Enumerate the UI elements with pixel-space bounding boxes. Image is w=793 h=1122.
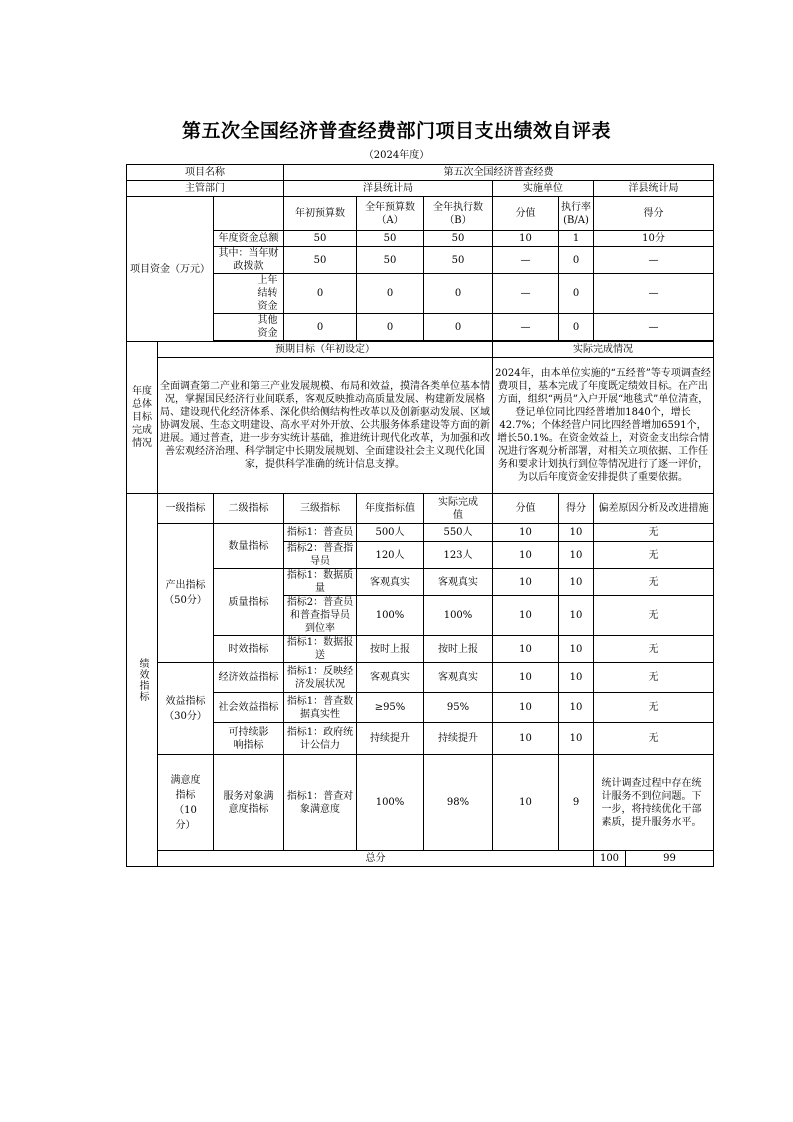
group-output-text: 产出指标（50分） bbox=[164, 580, 207, 606]
ind-name: 指标1：政府统计公信力 bbox=[284, 723, 357, 755]
indicator-row bbox=[127, 723, 714, 755]
funds-row bbox=[127, 247, 714, 274]
ind-header: 一级指标 bbox=[158, 494, 214, 524]
sub-timeliness: 时效指标 bbox=[214, 636, 284, 663]
dept-label: 主管部门 bbox=[127, 181, 284, 197]
ind-name: 指标1：反映经济发展状况 bbox=[284, 663, 357, 693]
ind-note: 无 bbox=[594, 723, 714, 755]
sub-service: 服务对象满意度指标 bbox=[214, 755, 284, 851]
indicator-row bbox=[127, 693, 714, 723]
year-label: （2024年度） bbox=[363, 150, 430, 161]
ind-score: 10 bbox=[493, 524, 559, 542]
ind-header: 年度指标值 bbox=[357, 494, 424, 524]
funds-cell: 10 bbox=[493, 231, 559, 247]
ind-got: 10 bbox=[559, 693, 594, 723]
funds-row-name: 年度资金总额 bbox=[214, 231, 284, 247]
indicator-row bbox=[127, 569, 714, 596]
total-got: 99 bbox=[626, 851, 714, 867]
funds-header-2: 全年执行数（B） bbox=[424, 197, 493, 231]
funds-row-name: 其他资金 bbox=[214, 314, 284, 341]
group-satisfaction-text: 满意度指标（10分） bbox=[170, 774, 201, 831]
total-score: 100 bbox=[594, 851, 626, 867]
ind-score: 10 bbox=[493, 755, 559, 851]
funds-label bbox=[127, 197, 214, 342]
ind-name: 指标1：数据报送 bbox=[284, 636, 357, 663]
funds-cell: 0 bbox=[284, 274, 357, 314]
indicator-row bbox=[127, 755, 714, 851]
funds-header-3: 分值 bbox=[493, 197, 559, 231]
ind-score: 10 bbox=[493, 596, 559, 636]
ind-name: 指标1：普查员 bbox=[284, 524, 357, 542]
ind-actual: 按时上报 bbox=[424, 636, 493, 663]
sub-quantity: 数量指标 bbox=[214, 524, 284, 569]
actual-header: 实际完成情况 bbox=[493, 342, 714, 358]
ind-score: 10 bbox=[493, 663, 559, 693]
actual-text: 2024年，由本单位实施的“五经普”等专项调查经费项目，基本完成了年度既定绩效目标。在产出方面，组织“两员”入户开展“地毯式”单位清查，登记单位同比四经普增加1840个，增长42.7%；个体经营户同比四经普增加6591个，增长50.1%。在资金效益上，对资金支出综合情况进行客观分析部署，对相关立项依据、工作任务和要求计划执行到位等情况进行了逐一评价，为以后年度资金安排提供了重要依据。 bbox=[493, 358, 714, 494]
project-label: 项目名称 bbox=[127, 165, 284, 181]
funds-cell: 0 bbox=[559, 314, 594, 341]
ind-actual: 持续提升 bbox=[424, 723, 493, 755]
funds-row bbox=[127, 231, 714, 247]
ind-target: 500人 bbox=[357, 524, 424, 542]
ind-header: 分值 bbox=[493, 494, 559, 524]
ind-got: 10 bbox=[559, 663, 594, 693]
group-benefit-text: 效益指标（30分） bbox=[164, 695, 207, 722]
dept-value: 洋县统计局 bbox=[284, 181, 493, 197]
ind-score: 10 bbox=[493, 542, 559, 569]
ind-header: 得分 bbox=[559, 494, 594, 524]
indicators-label-text: 绩效指标 bbox=[137, 658, 148, 702]
ind-target: 100% bbox=[357, 755, 424, 851]
total-label: 总分 bbox=[158, 851, 594, 867]
ind-target: 120人 bbox=[357, 542, 424, 569]
group-benefit bbox=[158, 663, 214, 755]
ind-got: 10 bbox=[559, 596, 594, 636]
ind-got: 9 bbox=[559, 755, 594, 851]
funds-cell: 50 bbox=[284, 231, 357, 247]
goals-label bbox=[127, 342, 158, 494]
ind-score: 10 bbox=[493, 693, 559, 723]
funds-cell: 0 bbox=[559, 274, 594, 314]
group-output bbox=[158, 524, 214, 663]
ind-note: 无 bbox=[594, 569, 714, 596]
ind-note: 无 bbox=[594, 542, 714, 569]
ind-actual: 123人 bbox=[424, 542, 493, 569]
funds-cell: — bbox=[493, 274, 559, 314]
ind-actual: 98% bbox=[424, 755, 493, 851]
ind-target: ≥95% bbox=[357, 693, 424, 723]
funds-row bbox=[127, 314, 714, 341]
funds-cell: 50 bbox=[424, 231, 493, 247]
ind-actual: 550人 bbox=[424, 524, 493, 542]
sub-social: 社会效益指标 bbox=[214, 693, 284, 723]
ind-target: 客观真实 bbox=[357, 569, 424, 596]
funds-cell: 0 bbox=[424, 274, 493, 314]
funds-cell: — bbox=[594, 314, 714, 341]
ind-actual: 客观真实 bbox=[424, 663, 493, 693]
page-title: 第五次全国经济普查经费部门项目支出绩效自评表 bbox=[181, 120, 611, 142]
funds-cell: 50 bbox=[357, 231, 424, 247]
sub-quality: 质量指标 bbox=[214, 569, 284, 636]
ind-target: 客观真实 bbox=[357, 663, 424, 693]
funds-header-5: 得分 bbox=[594, 197, 714, 231]
funds-cell: 0 bbox=[284, 314, 357, 341]
funds-cell: — bbox=[493, 247, 559, 274]
ind-name: 指标1：数据质量 bbox=[284, 569, 357, 596]
indicator-row bbox=[127, 636, 714, 663]
funds-row bbox=[127, 274, 714, 314]
ind-note: 无 bbox=[594, 693, 714, 723]
ind-target: 持续提升 bbox=[357, 723, 424, 755]
ind-got: 10 bbox=[559, 524, 594, 542]
funds-row-name: 上年结转资金 bbox=[214, 274, 284, 314]
ind-header: 偏差原因分析及改进措施 bbox=[594, 494, 714, 524]
indicator-row bbox=[127, 524, 714, 542]
ind-target: 按时上报 bbox=[357, 636, 424, 663]
funds-cell: 10分 bbox=[594, 231, 714, 247]
ind-actual: 100% bbox=[424, 596, 493, 636]
ind-got: 10 bbox=[559, 542, 594, 569]
indicators-label bbox=[127, 494, 158, 867]
project-value: 第五次全国经济普查经费 bbox=[284, 165, 714, 181]
funds-cell: 0 bbox=[357, 274, 424, 314]
funds-cell: 50 bbox=[357, 247, 424, 274]
impl-label: 实施单位 bbox=[493, 181, 594, 197]
ind-score: 10 bbox=[493, 636, 559, 663]
ind-target: 100% bbox=[357, 596, 424, 636]
ind-score: 10 bbox=[493, 723, 559, 755]
funds-header-0: 年初预算数 bbox=[284, 197, 357, 231]
ind-note: 统计调查过程中存在统计服务不到位问题。下一步，将持续优化干部素质，提升服务水平。 bbox=[594, 755, 714, 851]
sub-economic: 经济效益指标 bbox=[214, 663, 284, 693]
ind-note: 无 bbox=[594, 636, 714, 663]
ind-got: 10 bbox=[559, 569, 594, 596]
sub-sustainable: 可持续影响指标 bbox=[214, 723, 284, 755]
funds-cell: 50 bbox=[424, 247, 493, 274]
ind-actual: 95% bbox=[424, 693, 493, 723]
funds-cell: — bbox=[594, 247, 714, 274]
group-satisfaction bbox=[158, 755, 214, 851]
ind-name: 指标2：普查员和普查指导员到位率 bbox=[284, 596, 357, 636]
expected-header: 预期目标（年初设定） bbox=[158, 342, 493, 358]
funds-cell: 0 bbox=[559, 247, 594, 274]
ind-got: 10 bbox=[559, 723, 594, 755]
funds-header-4: 执行率(B/A) bbox=[559, 197, 594, 231]
ind-got: 10 bbox=[559, 636, 594, 663]
ind-header: 二级指标 bbox=[214, 494, 284, 524]
funds-cell: 1 bbox=[559, 231, 594, 247]
ind-score: 10 bbox=[493, 569, 559, 596]
expected-text: 全面调查第二产业和第三产业发展规模、布局和效益，摸清各类单位基本情况，掌握国民经济行业间联系，客观反映推动高质量发展、构建新发展格局、建设现代化经济体系、深化供给侧结构性改革以及创新驱动发展、区域协调发展、生态文明建设、高水平对外开放、公共服务体系建设等方面的新进展。通过普查，进一步夯实统计基础，推进统计现代化改革，为加强和改善宏观经济治理、科学制定中长期发展规划、全面建设社会主义现代化国家，提供科学准确的统计信息支撑。 bbox=[158, 358, 493, 494]
indicator-row bbox=[127, 663, 714, 693]
ind-header: 三级指标 bbox=[284, 494, 357, 524]
performance-table bbox=[126, 164, 714, 867]
ind-name: 指标1：普查数据真实性 bbox=[284, 693, 357, 723]
funds-cell: 50 bbox=[284, 247, 357, 274]
funds-header-1: 全年预算数（A） bbox=[357, 197, 424, 231]
ind-name: 指标1：普查对象满意度 bbox=[284, 755, 357, 851]
funds-cell: 0 bbox=[357, 314, 424, 341]
ind-note: 无 bbox=[594, 663, 714, 693]
ind-note: 无 bbox=[594, 524, 714, 542]
funds-cell: — bbox=[493, 314, 559, 341]
goals-label-text: 年度总体目标完成情况 bbox=[132, 386, 152, 449]
ind-actual: 客观真实 bbox=[424, 569, 493, 596]
funds-row-name: 其中：当年财政拨款 bbox=[214, 247, 284, 274]
ind-note: 无 bbox=[594, 596, 714, 636]
ind-header: 实际完成值 bbox=[424, 494, 493, 524]
funds-cell: 0 bbox=[424, 314, 493, 341]
funds-cell: — bbox=[594, 274, 714, 314]
funds-label-text: 项目资金（万元） bbox=[130, 263, 210, 275]
ind-name: 指标2：普查指导员 bbox=[284, 542, 357, 569]
impl-value: 洋县统计局 bbox=[594, 181, 714, 197]
